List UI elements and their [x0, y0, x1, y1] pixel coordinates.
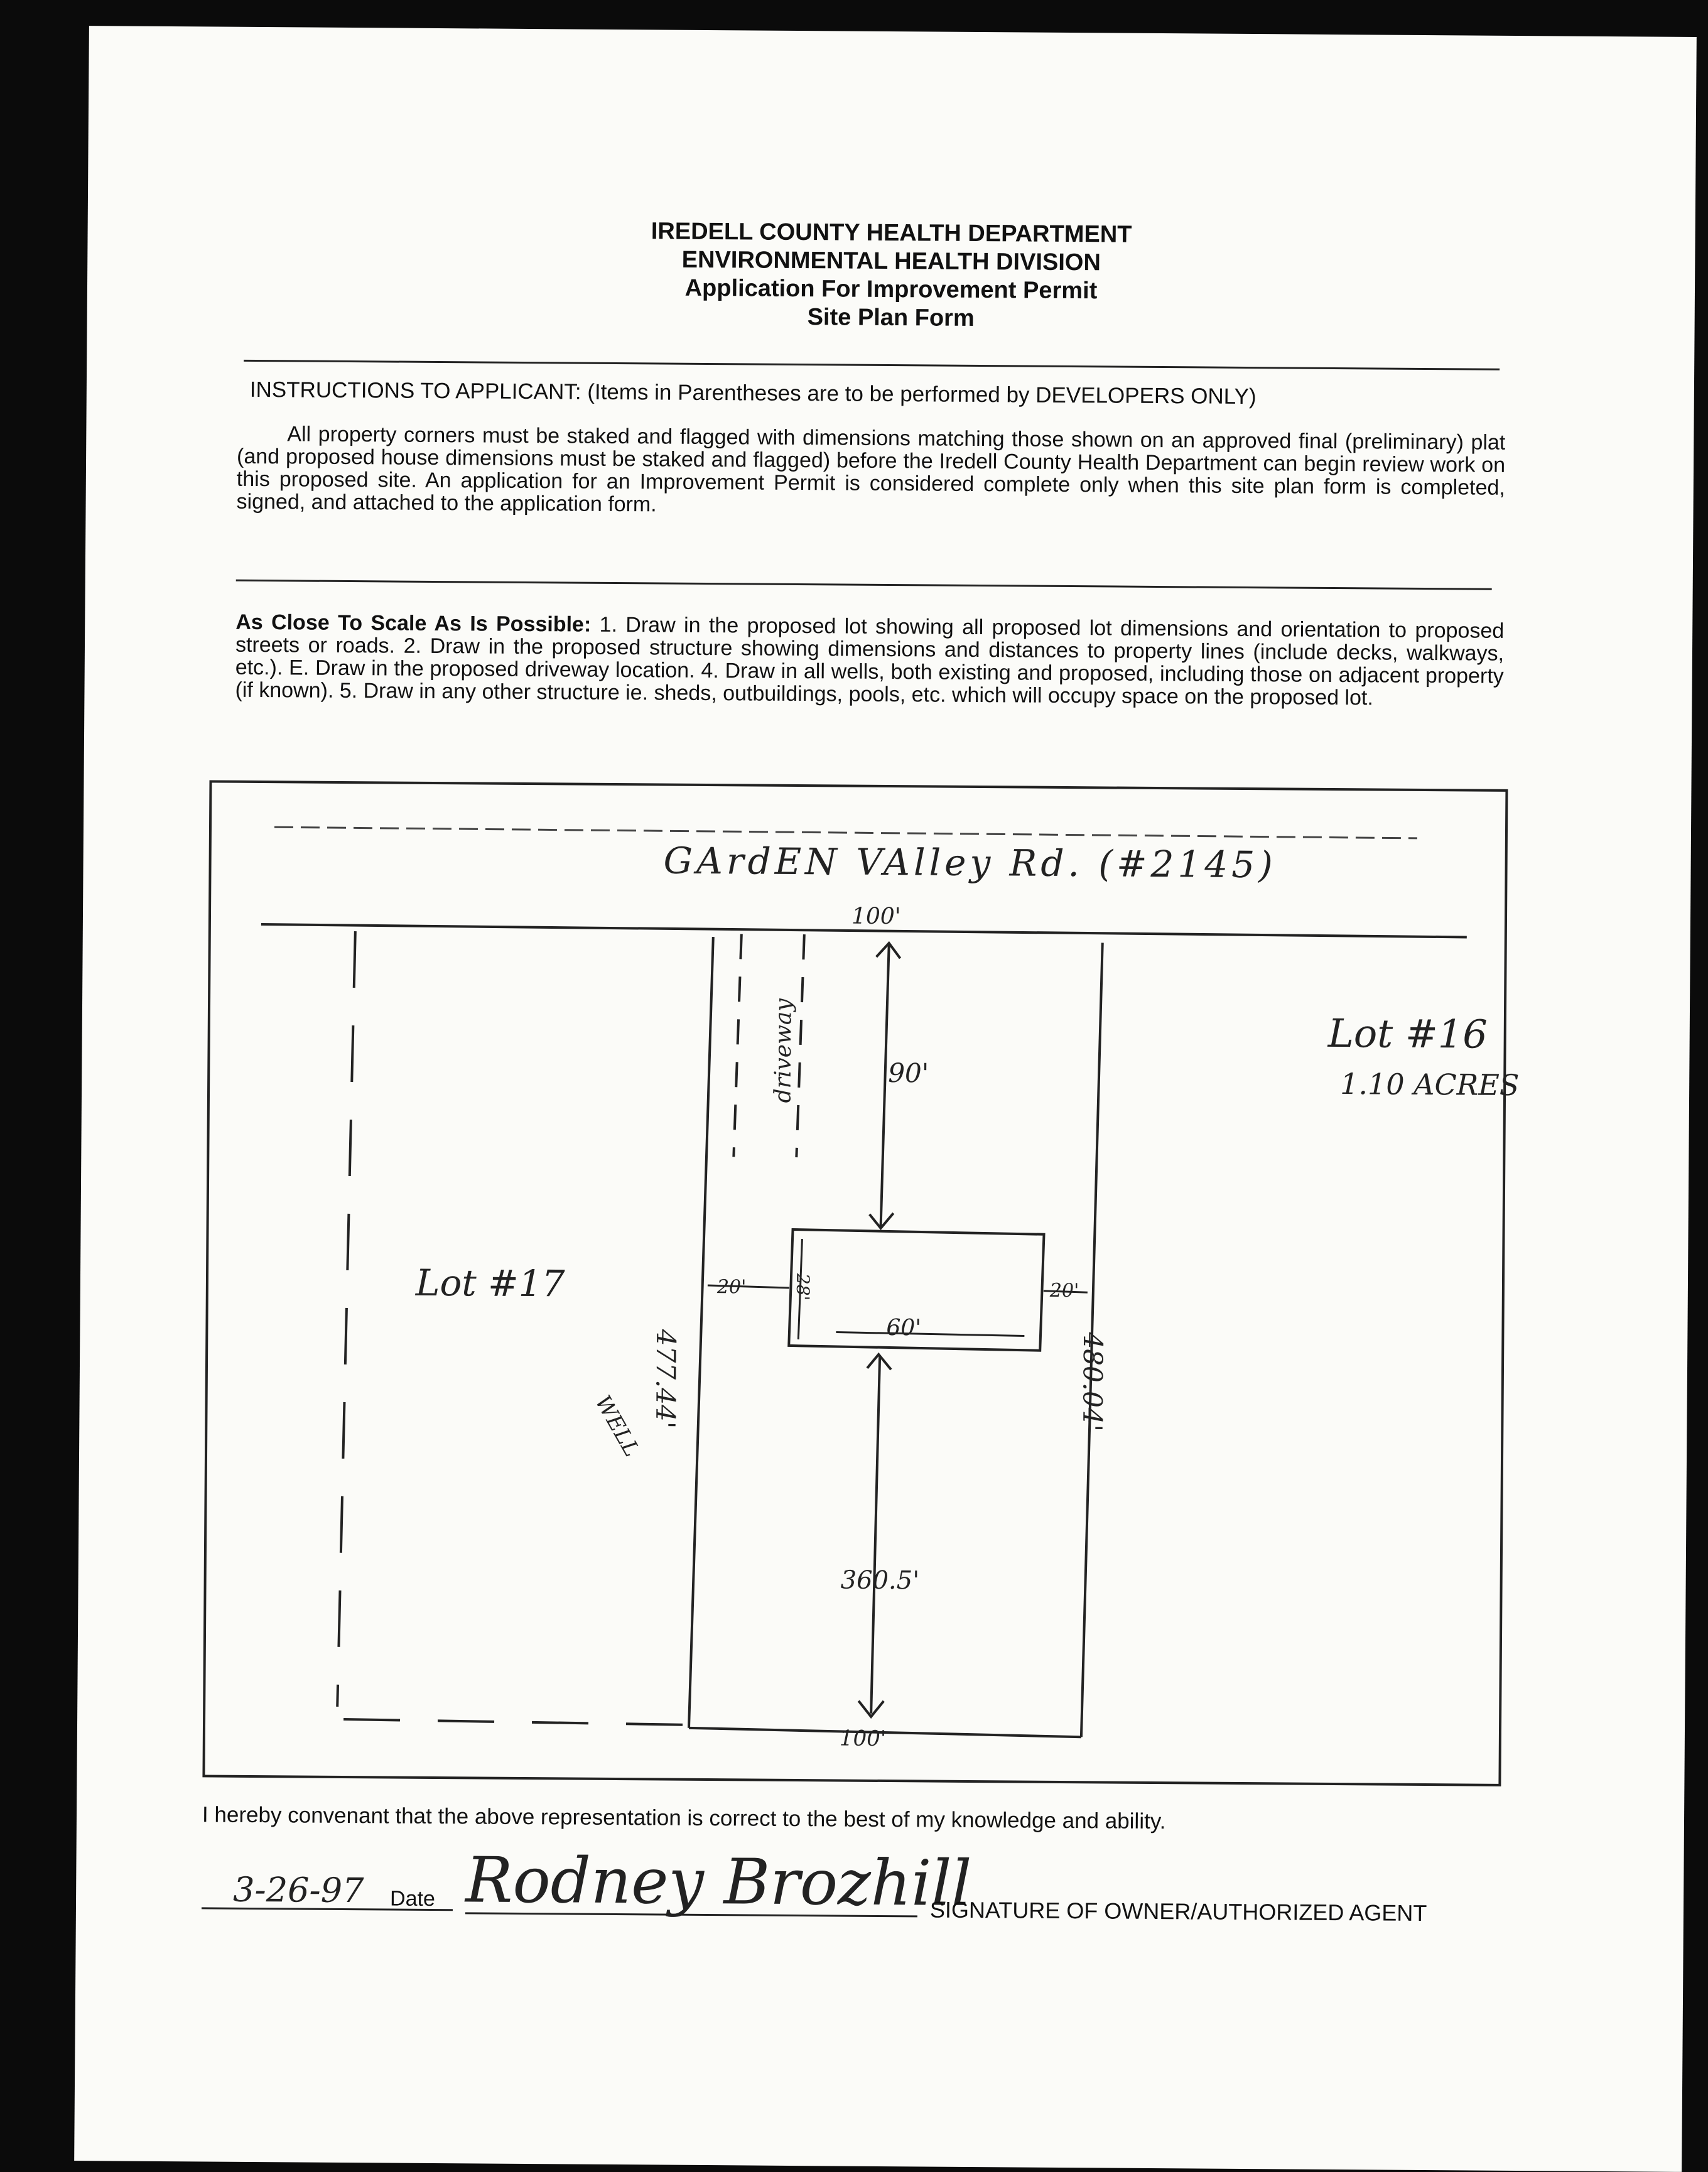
scale-instructions [235, 611, 1504, 710]
header-line-1: IREDELL COUNTY HEALTH DEPARTMENT [651, 218, 1132, 248]
front-width-label: 100' [851, 903, 901, 930]
driveway-right-edge [796, 934, 804, 1157]
lot-17-label: Lot #17 [415, 1261, 565, 1305]
front-setback-label: 90' [888, 1057, 929, 1089]
instructions-heading: INSTRUCTIONS TO APPLICANT: (Items in Parentheses are to be performed by DEVELOPERS ONLY) [249, 377, 1257, 409]
header-line-2: ENVIRONMENTAL HEALTH DIVISION [681, 246, 1101, 276]
driveway-label: driveway [770, 998, 797, 1103]
road-label: GArdEN VAlley Rd. (#2145) [663, 839, 1277, 887]
certification-statement: I hereby convenant that the above representation is correct to the best of my knowledge and ability. [202, 1802, 1166, 1834]
well-label: WELL [590, 1391, 645, 1461]
scale-body: 1. Draw in the proposed lot showing all proposed lot dimensions and orientation to proposed streets or roads. 2. Draw in the proposed structure showing dimensions and distances to property lines (include decks, walkways, etc.). E. Draw in the proposed driveway location. 4. Draw in all wells, both existing and proposed, including those on adjacent property (if known). 5. Draw in any other structure ie. sheds, outbuildings, pools, etc. which will occupy space on the proposed lot. [235, 612, 1505, 710]
instructions-body: All property corners must be staked and flagged with dimensions matching those shown on an approved final (preliminary) plat (and proposed house dimensions must be staked and flagged) before the Iredell County Health Department can begin review work on this proposed site. An application for an Improvement Permit is considered complete only when this site plan form is completed, signed, and attached to the application form. [236, 422, 1506, 517]
driveway-left-edge [733, 934, 741, 1157]
right-depth-label: 480.04' [1077, 1332, 1109, 1432]
rule-1 [244, 360, 1500, 370]
header-line-3: Application For Improvement Permit [684, 274, 1098, 305]
scale-lead: As Close To Scale As Is Possible: [235, 610, 592, 637]
site-plan-box [202, 780, 1520, 1786]
acres-label: 1.10 ACRES [1339, 1067, 1520, 1103]
left-depth-label: 477.44' [650, 1329, 682, 1429]
site-plan-drawing [205, 783, 1505, 1784]
lot-17-rear-boundary [343, 1719, 683, 1725]
lot-17-boundary [337, 931, 355, 1707]
house-width-label: 60' [886, 1315, 922, 1341]
rear-setback-arrow [871, 1356, 880, 1714]
lot-left-line [689, 937, 713, 1728]
date-value: 3-26-97 [232, 1869, 364, 1911]
lot-16-label: Lot #16 [1327, 1010, 1488, 1057]
form-page [74, 26, 1697, 2172]
signature-label: SIGNATURE OF OWNER/AUTHORIZED AGENT [929, 1896, 1427, 1926]
rule-2 [236, 580, 1492, 590]
road-top-line [274, 827, 1417, 838]
rear-width-label: 100' [839, 1726, 887, 1752]
house-depth-label: 28' [792, 1273, 814, 1301]
side-right-label: 20' [1049, 1279, 1079, 1302]
owner-signature: Rodney Brozhill [465, 1843, 972, 1920]
side-left-label: 20' [716, 1276, 747, 1299]
date-label: Date [389, 1886, 436, 1911]
rear-setback-label: 360.5' [840, 1565, 920, 1596]
header-line-4: Site Plan Form [807, 304, 975, 332]
